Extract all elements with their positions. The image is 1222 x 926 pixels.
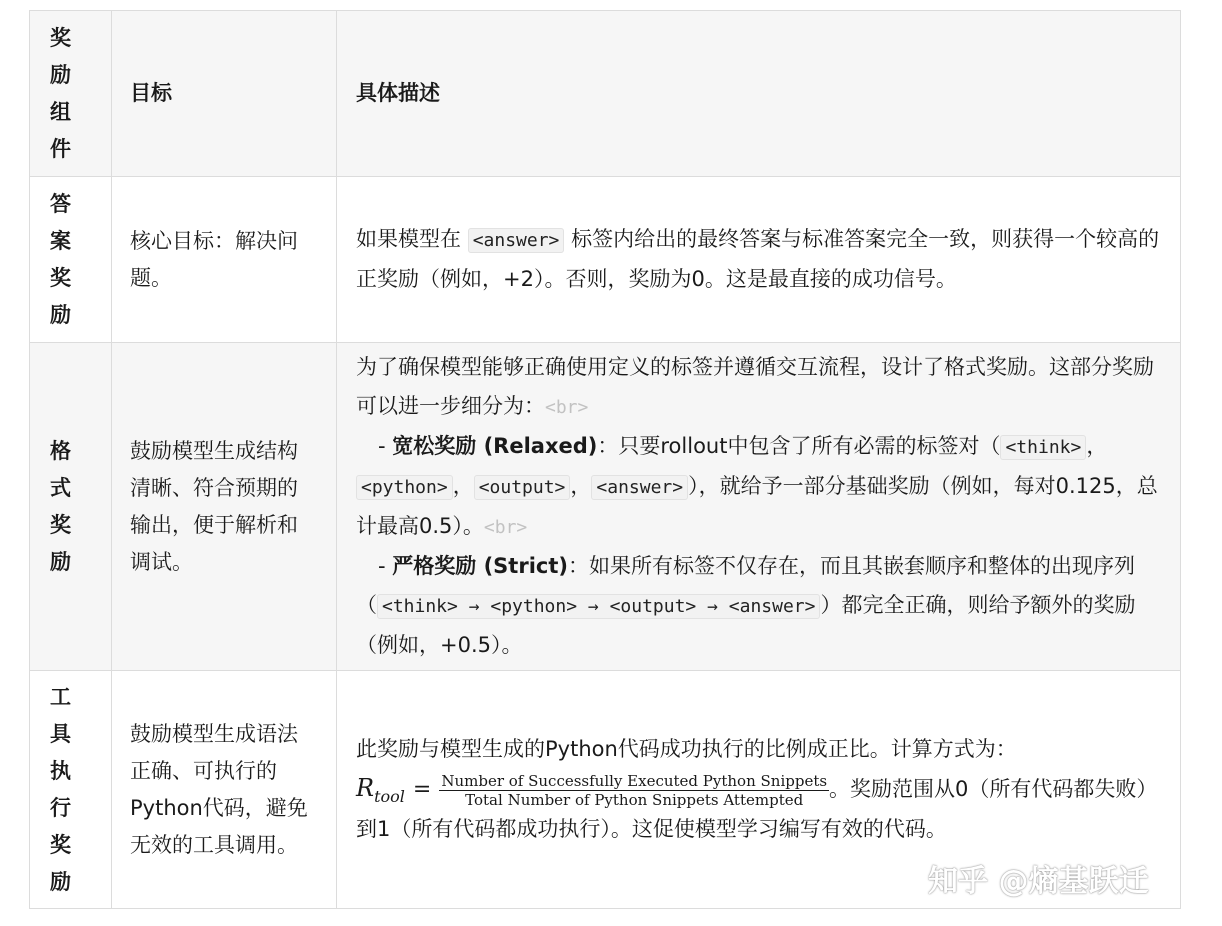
output-tag-code: <output> — [474, 475, 571, 500]
formula-denominator: Total Number of Python Snippets Attempted — [465, 791, 804, 809]
goal-format-reward: 鼓励模型生成结构清晰、符合预期的输出，便于解析和调试。 — [112, 343, 337, 671]
answer-tag-code: <answer> — [468, 228, 565, 253]
python-tag-code: <python> — [356, 475, 453, 500]
br-tag-text: <br> — [545, 397, 589, 418]
component-tool-execution-reward: 工 具 执 行 奖 励 — [30, 671, 112, 909]
component-answer-reward: 答 案 奖 励 — [30, 177, 112, 343]
header-description: 具体描述 — [337, 11, 1181, 177]
formula-numerator: Number of Successfully Executed Python Snippets — [441, 772, 828, 790]
header-goal: 目标 — [112, 11, 337, 177]
description-answer-reward: 如果模型在 <answer> 标签内给出的最终答案与标准答案完全一致，则获得一个较高的正奖励（例如，+2）。否则，奖励为0。这是最直接的成功信号。 — [337, 177, 1181, 343]
reward-table — [29, 10, 1181, 909]
strict-reward-title: 严格奖励 (Strict) — [392, 554, 568, 578]
tag-sequence-code: <think> → <python> → <output> → <answer> — [377, 594, 820, 619]
description-tool-execution-reward: 此奖励与模型生成的Python代码成功执行的比例成正比。计算方式为： $R_{tool}$ = $\frac{\text{Number of Successfully Executed Python Snippets}}{\text{Total Number of Python Snippets Attempted}}$ 。奖励范围从0（所有代码都失败）到1（所有代码都成功执行）。这促使模型学习编写有效的代码。 — [337, 671, 1181, 909]
answer-tag-code: <answer> — [591, 475, 688, 500]
table-row — [30, 343, 1181, 671]
br-tag-text: <br> — [483, 517, 528, 538]
header-component: 奖 励 组 件 — [30, 11, 112, 177]
goal-tool-execution-reward: 鼓励模型生成语法正确、可执行的Python代码，避免无效的工具调用。 — [112, 671, 337, 909]
think-tag-code: <think> — [1000, 435, 1086, 460]
zhihu-watermark: 知乎 @熵基跃迁 — [928, 864, 1149, 899]
table-header-row — [30, 11, 1181, 177]
goal-answer-reward: 核心目标：解决问题。 — [112, 177, 337, 343]
table-row — [30, 177, 1181, 343]
component-format-reward: 格 式 奖 励 — [30, 343, 112, 671]
description-format-reward: 为了确保模型能够正确使用定义的标签并遵循交互流程，设计了格式奖励。这部分奖励可以进一步细分为：<br> - 宽松奖励 (Relaxed)：只要rollout中包含了所有必需的标签对（ <think> ， <python> ， <output> ， <answer> ），就给予一部分基础奖励（例如，每对0.125，总计最高0.5）。<br> - 严格奖励 (Strict)：如果所有标签不仅存在，而且其嵌套顺序和整体的出现序列（ <think> → <python> → <output> → <answer> ）都完全正确，则给予额外的奖励（例如，+0.5）。 — [337, 343, 1181, 671]
relaxed-reward-title: 宽松奖励 (Relaxed) — [392, 434, 598, 458]
tool-reward-formula: $R_{tool}$ = $\frac{\text{Number of Successfully Executed Python Snippets}}{\text{Total Number of Python Snippets Attempted}}$ — [356, 772, 828, 809]
